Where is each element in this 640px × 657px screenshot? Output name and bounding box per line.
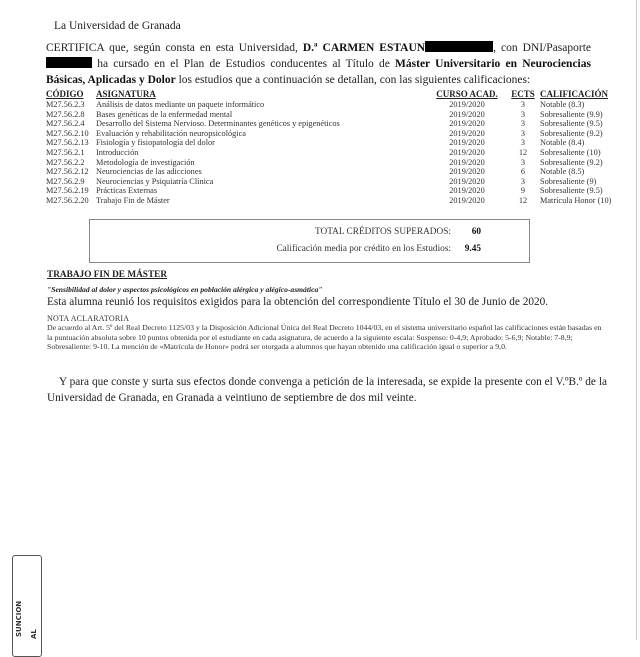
cell-grade: Sobresaliente (9.5) (540, 119, 603, 129)
cell-subject: Fisiología y fisiopatología del dolor (96, 138, 215, 148)
totals-box (89, 219, 530, 263)
cell-ects: 3 (520, 109, 526, 119)
cell-ects: 9 (520, 186, 526, 196)
cell-ects: 12 (518, 147, 528, 157)
cell-ects: 3 (520, 119, 526, 129)
stamp-text-line1: SUNCION (15, 600, 23, 637)
table-row (46, 100, 640, 110)
note-heading: NOTA ACLARATORIA (47, 314, 130, 323)
cell-ects: 3 (520, 138, 526, 148)
header-grade: CALIFICACIÓN (540, 89, 609, 99)
cell-ects: 3 (520, 128, 526, 138)
cell-subject: Desarrollo del Sistema Nervioso. Determinantes genéticos y epigenéticos (96, 119, 340, 129)
cell-grade: Sobresaliente (9.5) (540, 186, 603, 196)
cell-grade: Notable (8.4) (540, 138, 585, 148)
table-row (46, 196, 640, 206)
cell-grade: Notable (8.3) (540, 100, 585, 109)
header-year: CURSO ACAD. (436, 89, 498, 99)
cell-code: M27.56.2.13 (46, 138, 89, 148)
cell-ects: 12 (518, 195, 528, 205)
table-row (46, 158, 640, 168)
table-row (46, 148, 640, 158)
total-credits-row (315, 227, 481, 237)
redacted-dni (46, 57, 92, 68)
header-code: CÓDIGO (46, 89, 84, 99)
table-row (46, 167, 640, 177)
cell-subject: Introducción (96, 147, 139, 157)
cell-subject: Bases genéticas de la enfermedad mental (96, 109, 233, 119)
cell-code: M27.56.2.3 (46, 100, 85, 109)
certification-paragraph (46, 40, 591, 88)
total-credits-label: TOTAL CRÉDITOS SUPERADOS: (315, 227, 451, 237)
cell-year: 2019/2020 (449, 138, 485, 148)
cell-grade: Sobresaliente (9.2) (540, 157, 603, 167)
table-row (46, 110, 640, 120)
cell-code: M27.56.2.4 (46, 119, 85, 129)
note-text: De acuerdo al Art. 5º del Real Decreto 1125/03 y la Disposición Adicional Única del Real Decreto 1044/03, en el sistema universitario español las calificaciones están basadas en la puntuación absoluta sobre 10 puntos obtenida por el estudiante en cada asignatura, de acuerdo a la siguiente escala: Suspenso: 0-4,9; Aprobado: 5-6,9; Notable: 7-8,9; Sobresaliente: 9-10. La mención de «Matrícula de Honor» podrá ser otorgada a alumnos que hayan obtenido una calificación igual o superior a 9,0. (47, 323, 602, 352)
cell-ects: 3 (520, 157, 526, 167)
cell-subject: Prácticas Externas (96, 186, 158, 196)
cell-year: 2019/2020 (449, 186, 485, 196)
certification-after-name: , con DNI/Pasaporte (493, 42, 592, 54)
cell-year: 2019/2020 (449, 157, 485, 167)
cell-year: 2019/2020 (449, 109, 485, 119)
average-grade-label: Calificación media por crédito en los Estudios: (276, 244, 451, 254)
cell-subject: Metodología de investigación (96, 157, 195, 167)
cell-ects: 3 (520, 176, 526, 186)
cell-ects: 3 (520, 100, 526, 109)
cell-year: 2019/2020 (449, 128, 485, 138)
table-row (46, 138, 640, 148)
cell-code: M27.56.2.8 (46, 109, 85, 119)
cell-year: 2019/2020 (449, 167, 485, 177)
redacted-surname (425, 41, 493, 52)
cell-grade: Sobresaliente (9.9) (540, 109, 603, 119)
header-subject: ASIGNATURA (96, 89, 156, 99)
cell-year: 2019/2020 (449, 119, 485, 129)
closing-paragraph: Y para que conste y surta sus efectos donde convenga a petición de la interesada, se expide la presente con el V.ºB.º de la Universidad de Granada, en Granada a veintiuno de septiembre de dos mil veinte. (47, 376, 607, 404)
certification-after-dni: ha cursado en el Plan de Estudios conducentes al Título de (92, 58, 396, 70)
table-row (46, 119, 640, 129)
cell-subject: Neurociencias de las adicciones (96, 167, 202, 177)
institution-heading: La Universidad de Granada (54, 20, 181, 32)
cell-year: 2019/2020 (449, 195, 485, 205)
table-row (46, 129, 640, 139)
table-row (46, 186, 640, 196)
cell-grade: Notable (8.5) (540, 167, 585, 177)
cell-grade: Sobresaliente (9) (540, 176, 597, 186)
table-row (46, 177, 640, 187)
cell-ects: 6 (520, 167, 526, 177)
header-ects: ECTS (511, 89, 535, 99)
tfm-thesis-title: "Sensibilidad al dolor y aspectos psicológicos en población alérgica y alégico-asmática" (47, 285, 323, 294)
tfm-heading: TRABAJO FIN DE MÁSTER (47, 270, 168, 280)
cell-subject: Análisis de datos mediante un paquete informático (96, 100, 265, 109)
cell-code: M27.56.2.19 (46, 186, 89, 196)
grades-header-row (46, 89, 640, 100)
cell-code: M27.56.2.12 (46, 167, 89, 177)
cell-code: M27.56.2.1 (46, 147, 85, 157)
stamp-text-line2: AL (30, 629, 38, 639)
degree-title: Máster Universitario en Neurociencias Básicas, Aplicadas y Dolor (46, 58, 591, 86)
cell-code: M27.56.2.10 (46, 128, 89, 138)
grades-table (46, 89, 640, 206)
cell-grade: Matrícula Honor (10) (540, 195, 612, 205)
cell-year: 2019/2020 (449, 100, 485, 109)
cell-year: 2019/2020 (449, 176, 485, 186)
average-grade-row (276, 244, 481, 254)
cell-subject: Trabajo Fin de Máster (96, 195, 170, 205)
total-credits-value: 60 (471, 227, 481, 237)
cell-code: M27.56.2.2 (46, 157, 85, 167)
certification-lead: CERTIFICA que, según consta en esta Universidad, (46, 42, 303, 54)
cell-grade: Sobresaliente (10) (540, 147, 601, 157)
cell-code: M27.56.2.9 (46, 176, 85, 186)
student-name: D.ª CARMEN ESTAUN (302, 42, 426, 54)
cell-code: M27.56.2.20 (46, 195, 89, 205)
certification-tail: los estudios que a continuación se detallan, con las siguientes calificaciones: (175, 74, 531, 86)
cell-grade: Sobresaliente (9.2) (540, 128, 603, 138)
cell-subject: Neurociencias y Psiquiatría Clínica (96, 176, 214, 186)
cell-subject: Evaluación y rehabilitación neuropsicológica (96, 128, 246, 138)
completion-statement: Esta alumna reunió los requisitos exigidos para la obtención del correspondiente Título el 30 de Junio de 2020. (47, 296, 549, 308)
average-grade-value: 9.45 (464, 244, 481, 254)
cell-year: 2019/2020 (449, 147, 485, 157)
